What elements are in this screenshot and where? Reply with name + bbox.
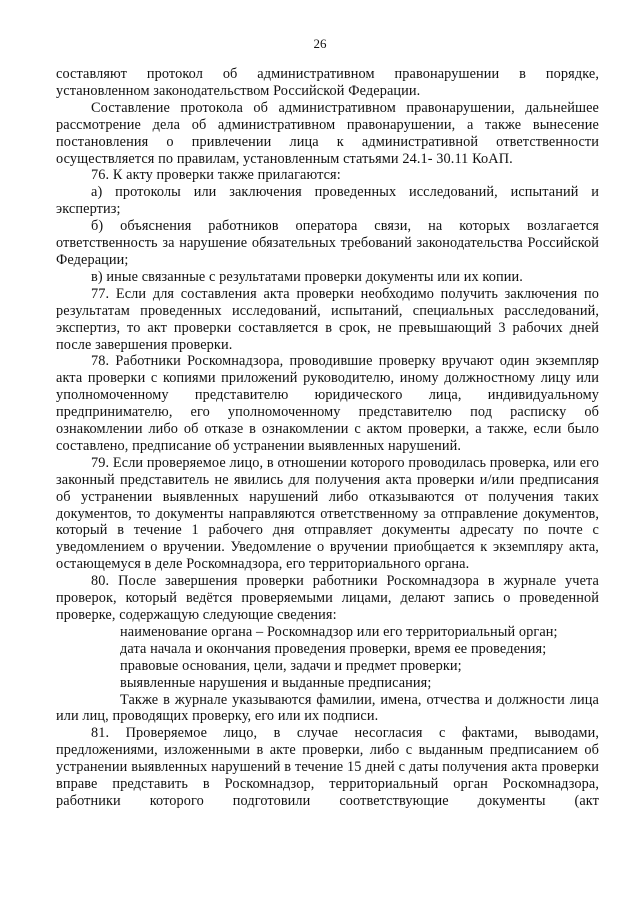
paragraph-continuation: составляют протокол об административном правонарушении в порядке, установленном законодательством Российской Федерации.: [56, 66, 599, 99]
clause-80-item-violations: выявленные нарушения и выданные предписания;: [120, 674, 432, 691]
clause-80-item-authority: наименование органа – Роскомнадзор или его территориальный орган;: [120, 623, 558, 640]
clause-80-item-dates: дата начала и окончания проведения проверки, время ее проведения;: [120, 640, 547, 657]
clause-76-item-b: б) объяснения работников оператора связи, на которых возлагается ответственность за нарушение обязательных требований законодательства Российской Федерации;: [56, 218, 599, 268]
clause-77: 77. Если для составления акта проверки необходимо получить заключения по результатам проведенных исследований, испытаний, специальных расследований, экспертиз, то акт проверки составляется в срок, не превышающий 3 рабочих дней после завершения проверки.: [56, 285, 599, 353]
clause-80: 80. После завершения проверки работники Роскомнадзора в журнале учета проверок, который ведётся проверяемыми лицами, делают запись о проведенной проверке, содержащую следующие сведения:: [56, 573, 599, 623]
clause-76-item-a: а) протоколы или заключения проведенных исследований, испытаний и экспертиз;: [56, 184, 599, 218]
clause-80-item-grounds: правовые основания, цели, задачи и предмет проверки;: [120, 657, 462, 674]
clause-80-signatures: Также в журнале указываются фамилии, имена, отчества и должности лица или лиц, проводящих проверку, его или их подписи.: [56, 691, 599, 725]
clause-76-item-c: в) иные связанные с результатами проверки документы или их копии.: [91, 268, 523, 285]
clause-76: 76. К акту проверки также прилагаются:: [91, 167, 341, 184]
clause-78: 78. Работники Роскомнадзора, проводившие проверку вручают один экземпляр акта проверки с копиями приложений руководителю, иному должностному лицу или уполномоченному представителю юридического лица, индивидуальному предпринимателю, его уполномоченному представителю под расписку об ознакомлении либо об отказе в ознакомлении с актом проверки, а также, если было составлено, предписание об устранении выявленных нарушений.: [56, 353, 599, 454]
paragraph-protocol-procedure: Составление протокола об административном правонарушении, дальнейшее рассмотрение дела об административном правонарушении, а также вынесение постановления о привлечении лица к административной ответственности осуществляется по правилам, установленным статьями 24.1- 30.11 КоАП.: [56, 99, 599, 167]
page-number: 26: [313, 36, 327, 51]
clause-79: 79. Если проверяемое лицо, в отношении которого проводилась проверка, или его законный представитель не явились для получения акта проверки и/или предписания об устранении выявленных нарушений либо отказываются от получения таких документов, то документы направляются ответственному за отправление документов, который в течение 1 рабочего дня отправляет документы адресату по почте с уведомлением о вручении. Уведомление о вручении приобщается к экземпляру акта, остающемуся в деле Роскомнадзора, его территориального органа.: [56, 454, 599, 573]
document-body: [56, 66, 599, 810]
clause-81: 81. Проверяемое лицо, в случае несогласия с фактами, выводами, предложениями, изложенными в акте проверки, либо с выданным предписанием об устранении выявленных нарушений в течение 15 дней с даты получения акта проверки вправе представить в Роскомнадзор, территориальный орган Роскомнадзора, работники которого подготовили соответствующие документы (акт: [56, 725, 599, 809]
